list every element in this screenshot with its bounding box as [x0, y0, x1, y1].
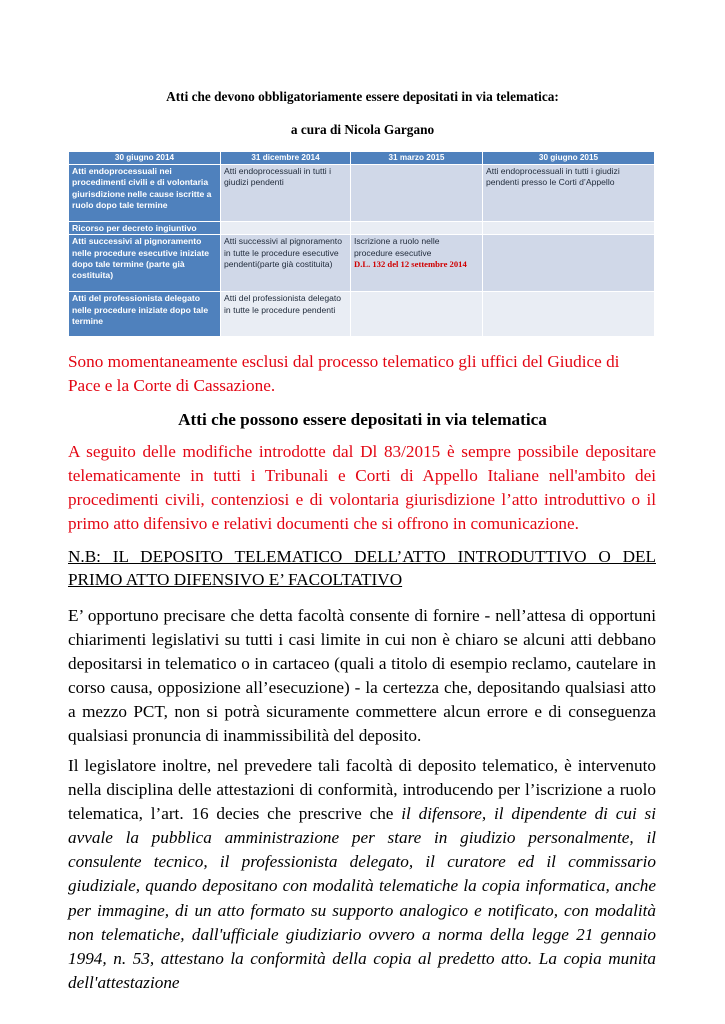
table-header: 30 giugno 2014 [69, 152, 221, 165]
document-author: a cura di Nicola Gargano [290, 122, 435, 137]
table-row [69, 221, 655, 235]
table-cell: Atti endoprocessuali nei procedimenti civili e di volontaria giurisdizione nelle cause iscritte a ruolo dopo tale termine [69, 165, 221, 222]
nb-notice: N.B: IL DEPOSITO TELEMATICO DELL’ATTO INTRODUTTIVO O DEL PRIMO ATTO DIFENSIVO E’ FACOLTATIVO [68, 547, 656, 589]
table-cell: Atti del professionista delegato nelle procedure iniziate dopo tale termine [69, 292, 221, 337]
table-cell: Atti successivi al pignoramento in tutte le procedure esecutive pendenti(parte già costituita) [221, 235, 351, 292]
decree-reference: D.L. 132 del 12 settembre 2014 [354, 258, 467, 269]
table-row [69, 235, 655, 292]
table-header: 31 marzo 2015 [351, 152, 483, 165]
paragraph-2-quote: il difensore, il dipendente di cui si avvale la pubblica amministrazione per stare in giudizio personalmente, il consulente tecnico, il professionista delegato, il curatore ed il commissario giudiziale, quando depositano con modalità telematiche la copia informatica, anche per immagine, di un atto formato su supporto analogico e notificato, con modalità non telematiche, dall'ufficiale giudiziario ovvero a norma della legge 21 gennaio 1994, n. 53, attestano la conformità della copia al predetto atto. La copia munita dell'attestazione [68, 804, 657, 992]
table-cell [483, 221, 655, 235]
table-cell: Atti endoprocessuali in tutti i giudizi pendenti presso le Corti d’Appello [483, 165, 655, 222]
paragraph-2-intro: Il legislatore inoltre, nel prevedere tali facoltà di deposito telematico, è intervenuto nella disciplina delle attestazioni di conformità, introducendo per l’iscrizione a ruolo telematica, l’art. 16 decies che prescrive che [68, 756, 656, 824]
paragraph-1: E’ opportuno precisare che detta facoltà consente di fornire - nell’attesa di opportuni chiarimenti legislativi su tutti i casi limite in cui non è chiaro se alcuni atti debbano depositarsi in telematico o in cartaceo (quali a titolo di esempio reclamo, cautelare in corso causa, opposizione all’esecuzione) - la certezza che, depositando qualsiasi atto a mezzo PCT, non si potrà sicuramente commettere alcun errore e di conseguenza qualsiasi pronuncia di inammissibilità del deposito. [68, 606, 656, 746]
document-title: Atti che devono obbligatoriamente essere depositati in via telematica: [166, 89, 559, 104]
table-cell: Atti successivi al pignoramento nelle procedure esecutive iniziate dopo tale termine (parte già costituita) [69, 235, 221, 292]
table-row [69, 292, 655, 337]
table-cell [483, 235, 655, 292]
exclusion-note: Sono momentaneamente esclusi dal processo telematico gli uffici del Giudice di Pace e la Corte di Cassazione. [68, 352, 620, 396]
section-heading: Atti che possono essere depositati in via telematica [178, 410, 547, 429]
table-cell-text: Iscrizione a ruolo nelle procedure esecutive [354, 236, 440, 258]
section-paragraph: A seguito delle modifiche introdotte dal Dl 83/2015 è sempre possibile depositare telematicamente in tutti i Tribunali e Corti di Appello Italiane nell'ambito dei procedimenti civili, contenziosi e di volontaria giurisdizione l’atto introduttivo o il primo atto difensivo e relativi documenti che si offrono in comunicazione. [68, 442, 656, 534]
table-cell [351, 235, 483, 292]
table-cell [221, 221, 351, 235]
table-cell [483, 292, 655, 337]
table-row [69, 165, 655, 222]
paragraph-2 [68, 754, 656, 995]
deadlines-table [68, 151, 655, 337]
table-cell: Atti endoprocessuali in tutti i giudizi pendenti [221, 165, 351, 222]
table-cell [351, 292, 483, 337]
table-header: 31 dicembre 2014 [221, 152, 351, 165]
table-cell: Atti del professionista delegato in tutte le procedure pendenti [221, 292, 351, 337]
table-cell: Ricorso per decreto ingiuntivo [69, 221, 221, 235]
table-cell [351, 221, 483, 235]
table-header: 30 giugno 2015 [483, 152, 655, 165]
table-cell [351, 165, 483, 222]
